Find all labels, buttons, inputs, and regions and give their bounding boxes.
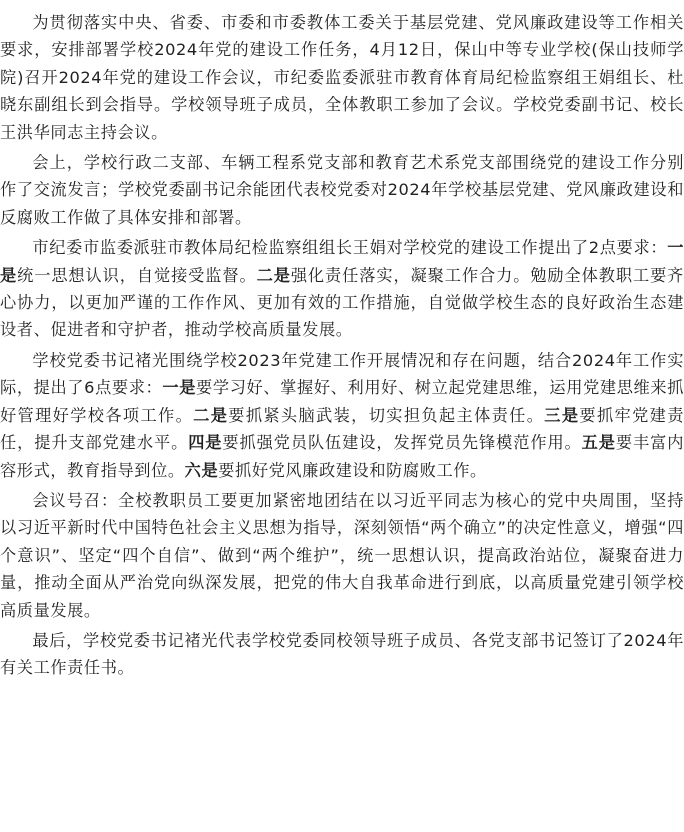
point-label: 六是 bbox=[184, 460, 219, 480]
point-label: 五是 bbox=[581, 433, 616, 453]
requirements-intro: 市纪委市监委派驻市教体局纪检监察组组长王娟对学校党的建设工作提出了2点要求： bbox=[32, 238, 668, 258]
point-text: 要学习好、掌握好、利用好、树立起党建思维，运用党建思维来抓好管理好学校各项工作。 bbox=[0, 378, 684, 425]
point-label: 一是 bbox=[0, 238, 684, 285]
point-text: 要抓强党员队伍建设，发挥党员先锋模范作用。 bbox=[222, 433, 582, 453]
point-label: 三是 bbox=[544, 405, 580, 425]
point-label: 二是 bbox=[193, 405, 229, 425]
point-label: 四是 bbox=[188, 433, 223, 453]
point-text: 统一思想认识，自觉接受监督。 bbox=[17, 265, 257, 285]
paragraph-secretary-requirements bbox=[0, 347, 684, 484]
paragraph-meeting-intro: 为贯彻落实中央、省委、市委和市委教体工委关于基层党建、党风廉政建设等工作相关要求，安排部署学校2024年党的建设工作任务，4月12日，保山中等专业学校(保山技师学院)召开2024年党的建设工作会议，市纪委监委派驻市教育体育局纪检监察组王娟组长、杜晓东副组长到会指导。学校领导班子成员，全体教职工参加了会议。学校党委副书记、校长王洪华同志主持会议。 bbox=[0, 13, 684, 142]
paragraph-closing: 最后，学校党委书记褚光代表学校党委同校领导班子成员、各党支部书记签订了2024年有关工作责任书。 bbox=[0, 630, 684, 678]
point-text: 要抓牢党建责任，提升支部党建水平。 bbox=[0, 405, 684, 453]
requirements-intro: 学校党委书记褚光围绕学校2023年党建工作开展情况和存在问题，结合2024年工作实际，提出了6点要求： bbox=[0, 350, 684, 398]
paragraph-exchange-speeches: 会上，学校行政二支部、车辆工程系党支部和教育艺术系党支部围绕党的建设工作分别作了交流发言；学校党委副书记余能团代表校党委对2024年学校基层党建、党风廉政建设和反腐败工作做了具体安排和部署。 bbox=[0, 153, 684, 227]
point-label: 二是 bbox=[256, 265, 291, 285]
point-text: 要抓好党风廉政建设和防腐败工作。 bbox=[218, 460, 487, 480]
paragraph-discipline-requirements bbox=[0, 234, 684, 344]
point-text: 强化责任落实，凝聚工作合力。勉励全体教职工要齐心协力，以更加严谨的工作作风、更加有效的工作措施，自觉做学校生态的良好政治生态建设者、促进者和守护者，推动学校高质量发展。 bbox=[0, 265, 684, 340]
point-text: 要丰富内容形式，教育指导到位。 bbox=[0, 433, 684, 480]
point-label: 一是 bbox=[162, 378, 197, 398]
paragraph-meeting-call: 会议号召：全校教职员工要更加紧密地团结在以习近平同志为核心的党中央周围，坚持以习近平新时代中国特色社会主义思想为指导，深刻领悟“两个确立”的决定性意义，增强“四个意识”、坚定“四个自信”、做到“两个维护”，统一思想认识，提高政治站位，凝聚奋进力量，推动全面从严治党向纵深发展，把党的伟大自我革命进行到底，以高质量党建引领学校高质量发展。 bbox=[0, 490, 684, 620]
point-text: 要抓紧头脑武装，切实担负起主体责任。 bbox=[228, 405, 545, 425]
article-body bbox=[0, 9, 684, 682]
